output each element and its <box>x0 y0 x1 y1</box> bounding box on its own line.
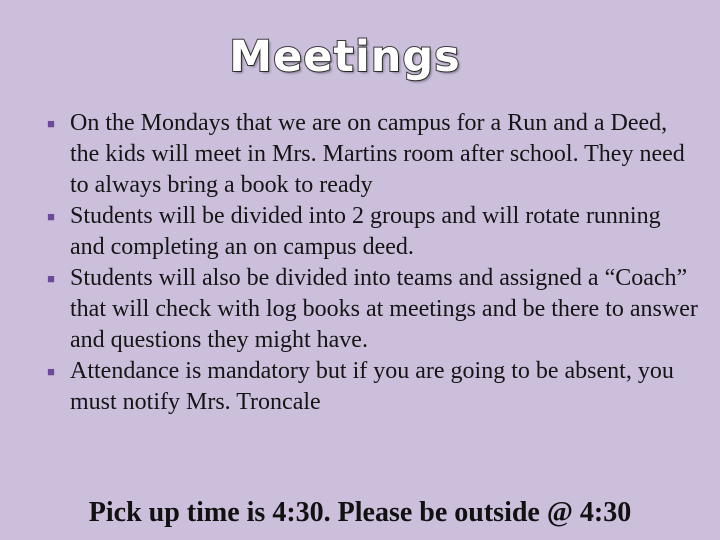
bullet-text: On the Mondays that we are on campus for a Run and a Deed, the kids will meet in Mrs. Martins room after school. They need to always bring a book to ready <box>70 110 685 198</box>
slide-title: Meetings <box>229 32 461 82</box>
bullet-item <box>0 108 720 201</box>
bullet-item <box>0 263 720 356</box>
bullet-text: Students will also be divided into teams and assigned a “Coach” that will check with log books at meetings and be there to answer and questions they might have. <box>70 265 698 353</box>
square-bullet-icon: ■ <box>47 209 55 224</box>
square-bullet-icon: ■ <box>47 116 55 131</box>
bullet-item <box>0 356 720 418</box>
pickup-time-note: Pick up time is 4:30. Please be outside @ 4:30 <box>88 497 632 528</box>
bullet-text: Students will be divided into 2 groups and will rotate running and completing an on campus deed. <box>70 203 661 260</box>
bullet-list <box>0 108 720 418</box>
square-bullet-icon: ■ <box>47 364 55 379</box>
bullet-text: Attendance is mandatory but if you are going to be absent, you must notify Mrs. Troncale <box>70 358 674 415</box>
square-bullet-icon: ■ <box>47 271 55 286</box>
bullet-item <box>0 201 720 263</box>
